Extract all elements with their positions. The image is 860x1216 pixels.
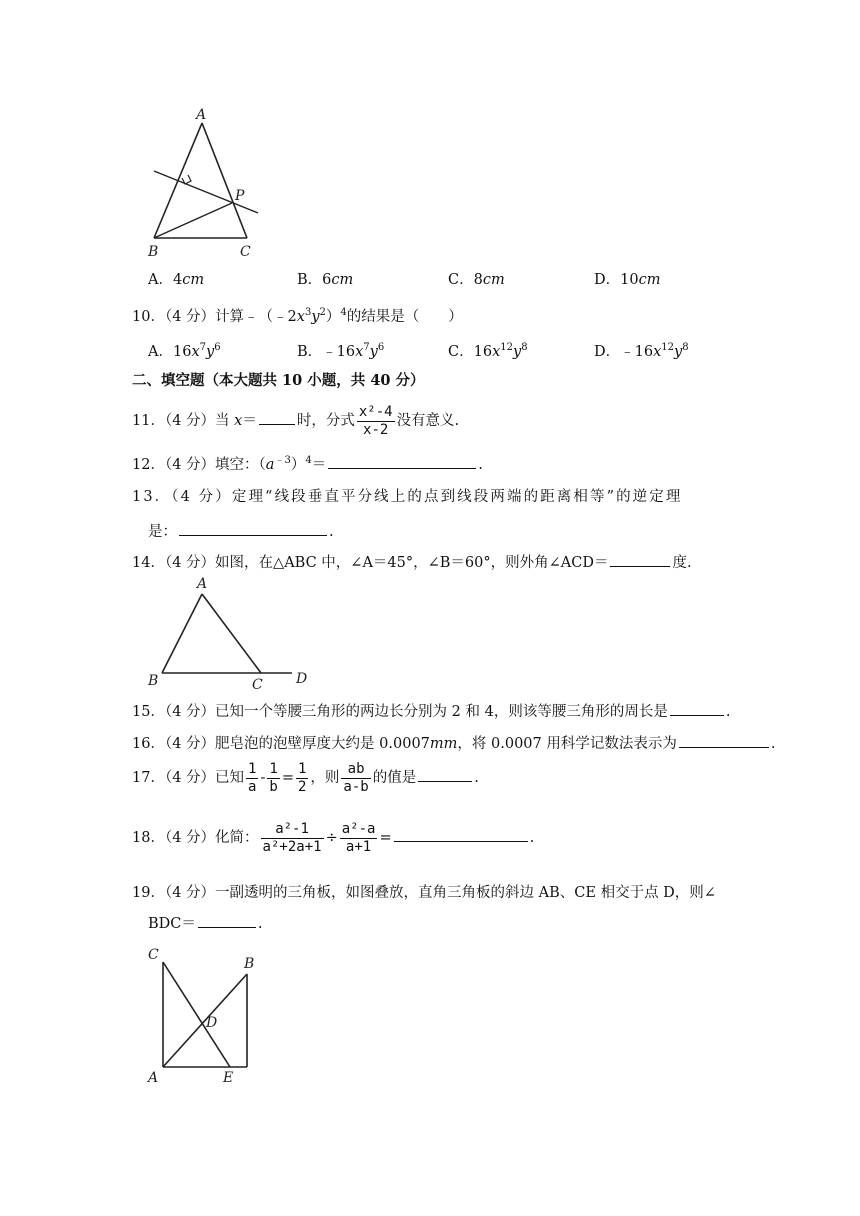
answer-blank[interactable] <box>394 827 528 842</box>
answer-blank[interactable] <box>610 552 670 567</box>
question-11: 11．（4 分）当 x＝ 时，分式 $\frac{\text{x²-4}}{x-2}$ 没有意义. <box>132 403 460 438</box>
question-16: 16．（4 分）肥皂泡的泡壁厚度大约是 0.0007mm，将 0.0007 用科学记数法表示为 . <box>132 733 775 754</box>
segment-ab <box>162 594 202 673</box>
question-14: 14．（4 分）如图，在△ABC 中，∠A＝45°，∠B＝60°，则外角∠ACD＝ 度. <box>132 552 692 573</box>
label-b: B <box>148 673 159 689</box>
q9-option-b: B．6cm <box>297 272 354 288</box>
q10-option-c: C．$16x^{12}y^8$ <box>448 342 528 360</box>
label-e: E <box>223 1070 234 1086</box>
section-heading: 二、填空题（本大题共 10 小题，共 40 分） <box>132 372 425 389</box>
answer-blank[interactable] <box>328 454 476 469</box>
answer-blank[interactable] <box>198 913 256 928</box>
fraction: $\frac{1}{a}$ <box>248 760 257 795</box>
question-10: 10．（4 分）计算$﹣(﹣2x^3y^2)^4$的结果是（ ） <box>132 307 463 325</box>
answer-blank[interactable] <box>670 701 724 716</box>
question-12: 12．（4 分）填空：$(a^{﹣3})^4=$ . <box>132 455 483 473</box>
label-a: A <box>148 1070 159 1086</box>
segment-ab <box>163 974 247 1067</box>
label-b: B <box>244 956 255 972</box>
label-b: B <box>148 244 159 260</box>
label-c: C <box>148 947 159 963</box>
q10-option-d: D．$﹣16x^{12}y^8$ <box>594 342 689 360</box>
q10-option-b: B．$﹣16x^7y^6$ <box>297 342 385 360</box>
answer-blank[interactable] <box>259 410 295 425</box>
fraction: $\frac{1}{2}$ <box>297 760 307 795</box>
triangle-figure-q19 <box>140 942 280 1087</box>
question-13-line2: 是： . <box>148 521 334 542</box>
fraction: $\frac{\text{x²-4}}{x-2}$ <box>358 403 393 438</box>
question-17: 17．（4 分）已知 $\frac{1}{a}$ - $\frac{1}{b}$ = $\frac{1}{2}$ ，则 $\frac{ab}{a-b}$ 的值是 . <box>132 760 479 795</box>
question-19: 19．（4 分）一副透明的三角板，如图叠放，直角三角板的斜边 AB、CE 相交于点 D，则∠ <box>132 885 716 901</box>
label-c: C <box>240 244 251 260</box>
answer-blank[interactable] <box>179 521 327 536</box>
answer-blank[interactable] <box>679 733 769 748</box>
label-a: A <box>197 576 208 592</box>
segment-ac <box>202 123 247 238</box>
segment-ce <box>163 962 230 1067</box>
q10-option-a: A．$16x^7y^6$ <box>148 342 221 360</box>
segment-ac <box>202 594 261 673</box>
question-19-line2: BDC＝ . <box>148 913 263 934</box>
label-d: D <box>296 671 308 687</box>
label-p: P <box>235 188 245 204</box>
triangle-figure-q9 <box>140 105 270 265</box>
fraction: $\frac{1}{b}$ <box>269 760 278 795</box>
q9-option-d: D．10cm <box>594 272 661 288</box>
label-c: C <box>252 677 263 693</box>
question-15: 15．（4 分）已知一个等腰三角形的两边长分别为 2 和 4，则该等腰三角形的周长是 . <box>132 701 730 722</box>
q9-option-a: A．4cm <box>148 272 205 288</box>
label-d: D <box>206 1015 218 1031</box>
question-18: 18．（4 分）化简： $\frac{\text{a²-1}}{\text{a²+2a+1}}$ ÷ $\frac{\text{a²-a}}{a+1}$ = . <box>132 820 535 855</box>
question-13: 13．（4 分）定理“线段垂直平分线上的点到线段两端的距离相等”的逆定理 <box>132 489 683 505</box>
fraction: $\frac{\text{a²-a}}{a+1}$ <box>341 820 376 855</box>
fraction: $\frac{\text{a²-1}}{\text{a²+2a+1}}$ <box>262 820 322 855</box>
fraction: $\frac{ab}{a-b}$ <box>343 760 369 795</box>
q9-option-c: C．8cm <box>448 272 505 288</box>
answer-blank[interactable] <box>418 767 472 782</box>
label-a: A <box>196 107 207 123</box>
triangle-figure-q14 <box>140 572 320 694</box>
